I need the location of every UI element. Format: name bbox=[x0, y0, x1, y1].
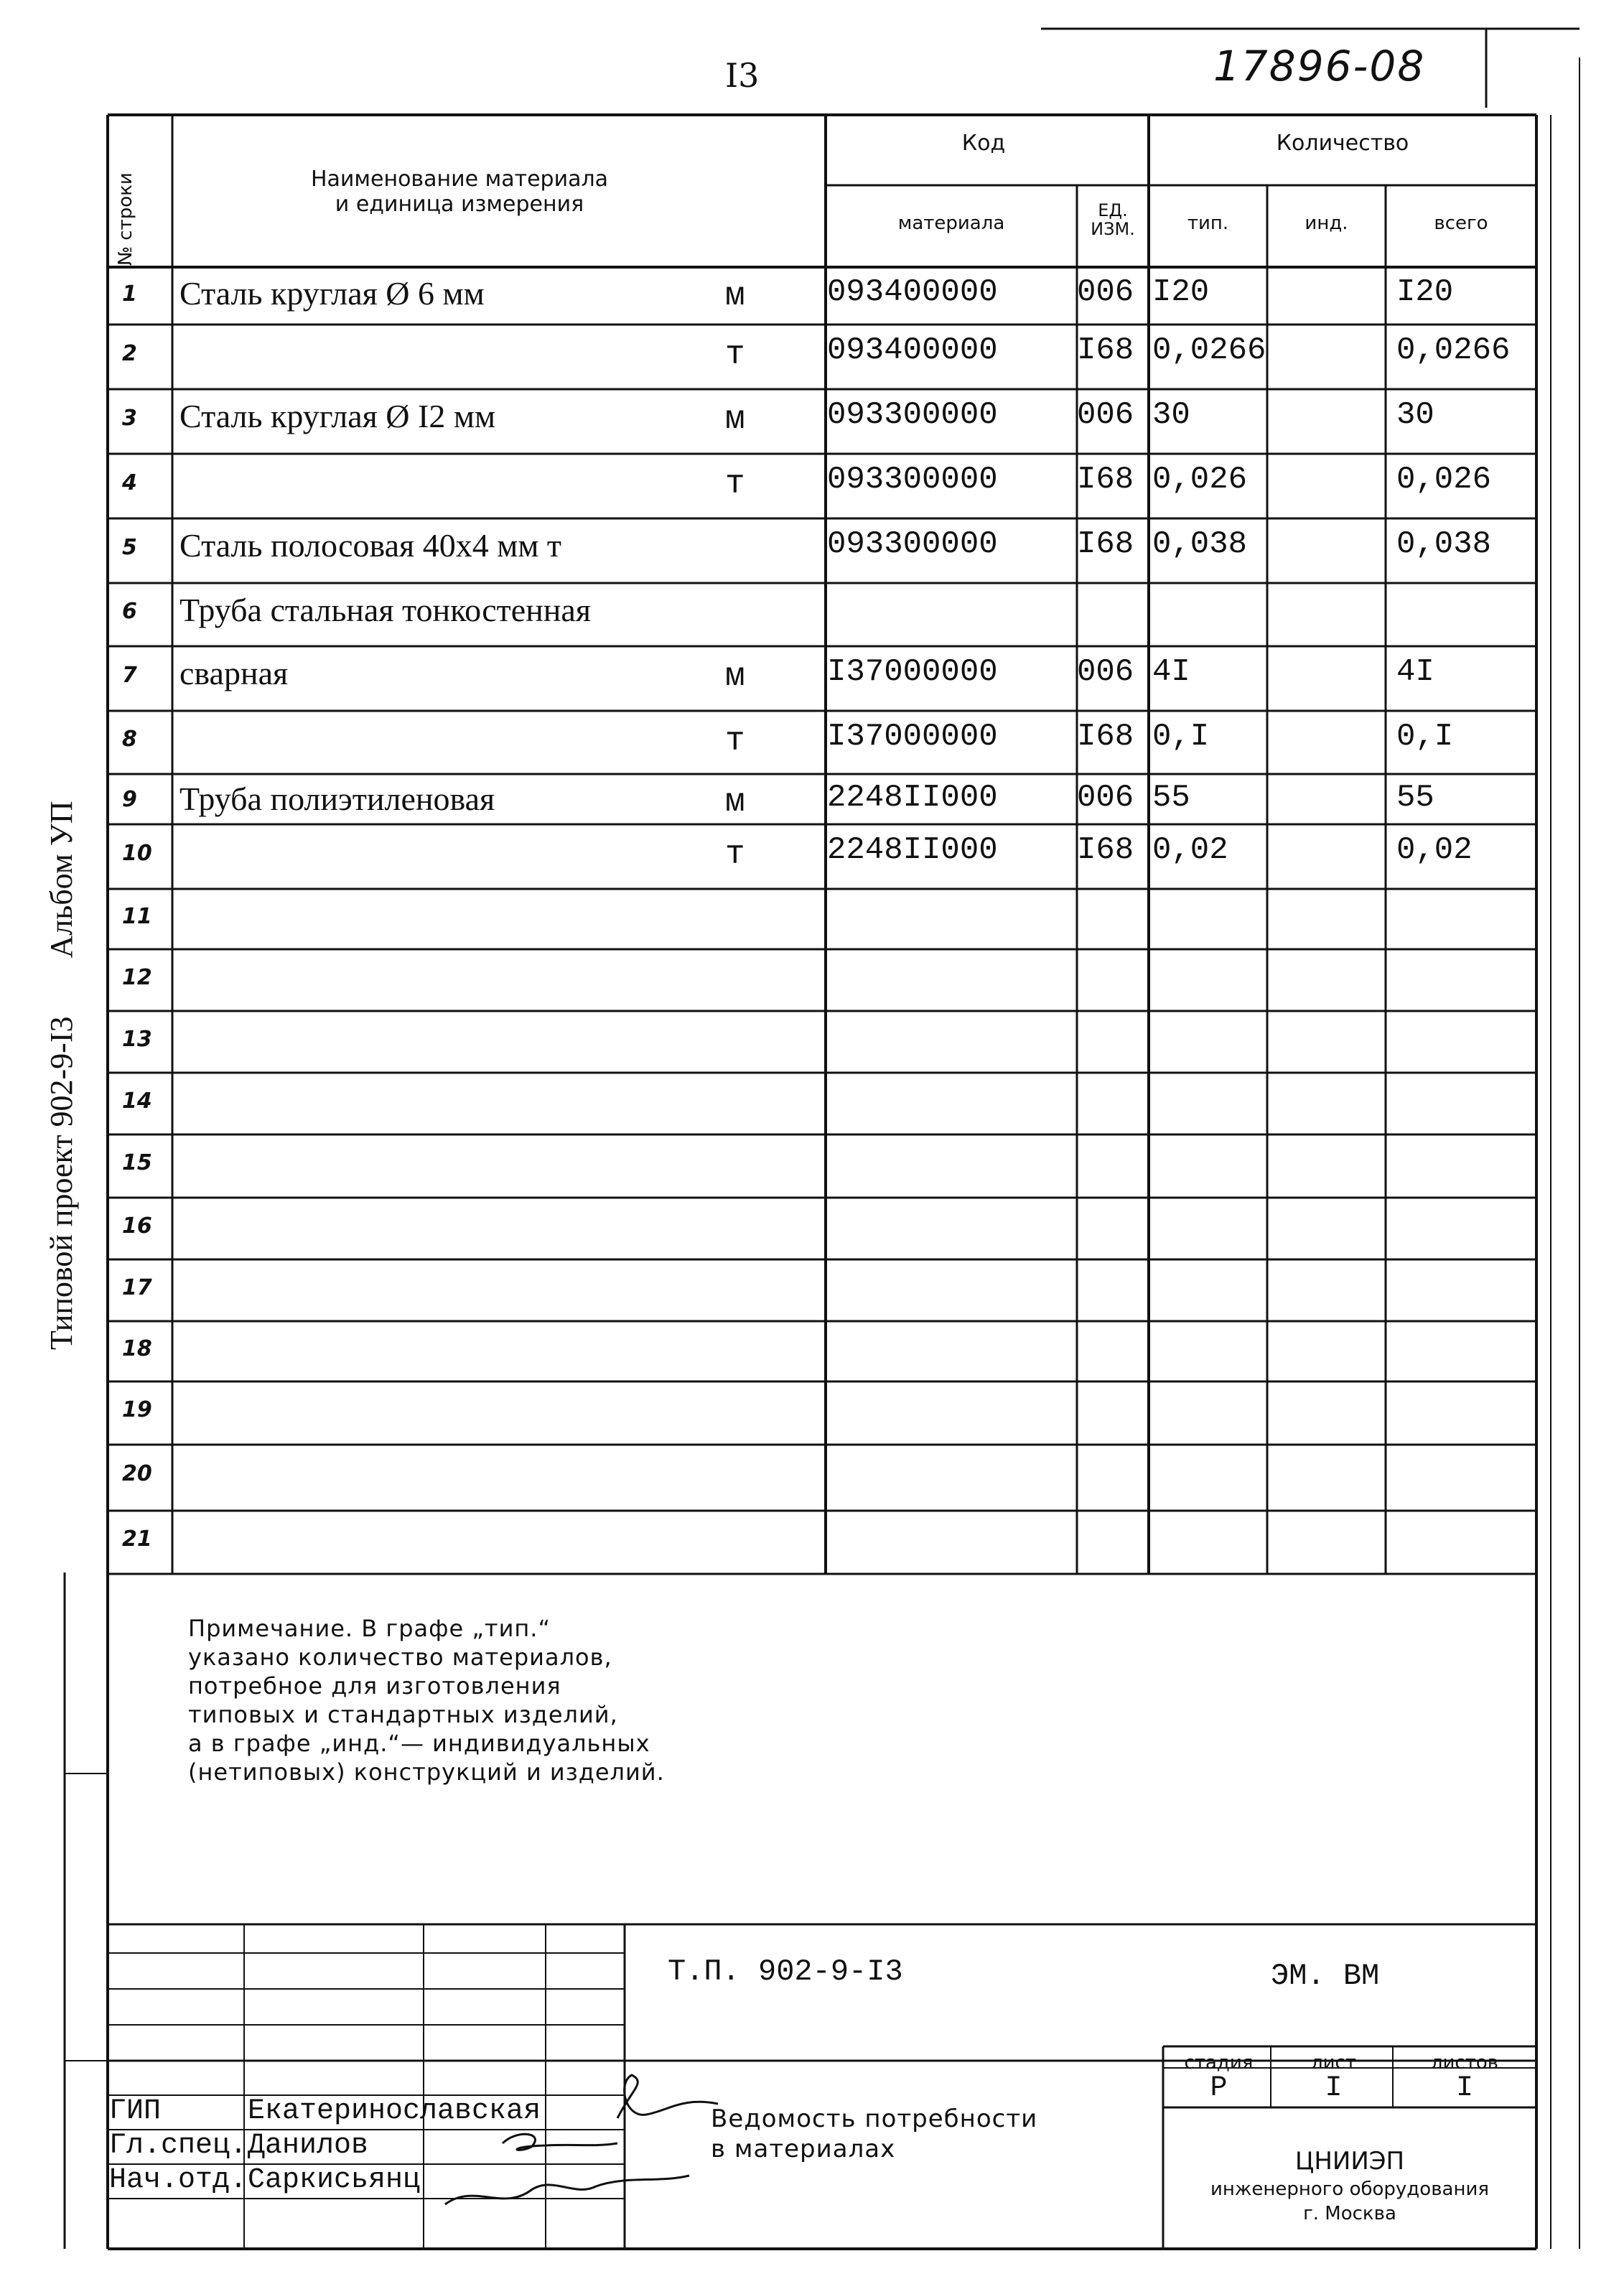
row-code-cell: 093400000 bbox=[827, 332, 998, 368]
person-role-1: ГИП bbox=[109, 2095, 162, 2127]
row-typ-cell: 0,026 bbox=[1152, 461, 1248, 498]
row-n-cell: 9 bbox=[122, 786, 137, 812]
stage-label: стадия bbox=[1184, 2052, 1254, 2074]
row-n-cell: 19 bbox=[122, 1397, 152, 1422]
stage-value: Р bbox=[1210, 2072, 1228, 2105]
note-line: потребное для изготовления bbox=[188, 1672, 561, 1700]
note-line: Примечание. В графе „тип.“ bbox=[188, 1615, 551, 1642]
person-role-2: Гл.спец. bbox=[109, 2130, 248, 2162]
row-unit-letter-cell: м bbox=[725, 277, 745, 315]
row-unit-cell: I68 bbox=[1077, 332, 1134, 368]
row-name-cell: Труба полиэтиленовая bbox=[179, 780, 495, 818]
row-code-cell: I37000000 bbox=[827, 718, 998, 755]
person-name-1: Екатеринославская bbox=[248, 2095, 541, 2127]
row-total-cell: I20 bbox=[1396, 274, 1454, 310]
organization-name: ЦНИИЭП bbox=[1294, 2147, 1405, 2176]
row-typ-cell: 4I bbox=[1152, 653, 1190, 690]
row-typ-cell: I20 bbox=[1152, 274, 1210, 310]
row-unit-letter-cell: м bbox=[725, 401, 745, 439]
row-n-cell: 12 bbox=[122, 964, 152, 990]
note-line: типовых и стандартных изделий, bbox=[188, 1701, 618, 1728]
header-ind: инд. bbox=[1305, 213, 1348, 234]
row-n-cell: 3 bbox=[122, 405, 137, 431]
row-code-cell: 093400000 bbox=[827, 274, 998, 310]
row-n-cell: 4 bbox=[122, 470, 137, 495]
row-code-cell: 2248II000 bbox=[827, 831, 998, 868]
row-n-cell: 5 bbox=[122, 534, 137, 560]
row-total-cell: 30 bbox=[1396, 396, 1434, 433]
sheet-label: лист bbox=[1311, 2052, 1356, 2074]
row-unit-cell: 006 bbox=[1077, 780, 1134, 816]
header-unit: ЕД. ИЗМ. bbox=[1091, 200, 1135, 239]
header-name bbox=[179, 167, 739, 217]
person-role-3: Нач.отд. bbox=[109, 2164, 248, 2196]
row-n-cell: 14 bbox=[122, 1088, 152, 1114]
row-name-cell: Сталь круглая Ø 6 мм bbox=[179, 274, 485, 312]
note-block bbox=[188, 1614, 665, 1786]
side-title-album: Альбом УП bbox=[44, 801, 79, 959]
row-unit-letter-cell: т bbox=[725, 336, 745, 374]
row-unit-cell: 006 bbox=[1077, 274, 1134, 310]
side-title-project: Типовой проект 902-9-I3 bbox=[44, 1016, 79, 1350]
row-total-cell: 0,026 bbox=[1396, 461, 1492, 498]
row-n-cell: 20 bbox=[122, 1461, 152, 1486]
header-material: материала bbox=[897, 213, 1005, 234]
row-n-cell: 2 bbox=[122, 340, 137, 366]
row-unit-cell: 006 bbox=[1077, 653, 1134, 690]
row-name-cell: Сталь полосовая 40х4 мм т bbox=[179, 526, 562, 564]
row-n-cell: 1 bbox=[122, 281, 137, 307]
row-n-cell: 11 bbox=[122, 904, 152, 929]
row-unit-letter-cell: м bbox=[725, 658, 745, 696]
row-total-cell: 55 bbox=[1396, 780, 1434, 816]
organization-city: г. Москва bbox=[1303, 2203, 1396, 2224]
row-total-cell: 4I bbox=[1396, 653, 1434, 690]
row-n-cell: 17 bbox=[122, 1274, 152, 1300]
row-code-cell: 2248II000 bbox=[827, 780, 998, 816]
side-title bbox=[43, 750, 80, 1350]
header-total: всего bbox=[1434, 213, 1488, 234]
header-name-line1: Наименование материала bbox=[310, 167, 609, 192]
header-code: Код bbox=[961, 131, 1006, 156]
row-typ-cell: 55 bbox=[1152, 780, 1190, 816]
row-typ-cell: 0,02 bbox=[1152, 831, 1228, 868]
row-n-cell: 21 bbox=[122, 1527, 152, 1552]
document-title bbox=[711, 2104, 1037, 2164]
row-total-cell: 0,0266 bbox=[1396, 332, 1511, 368]
person-name-2: Данилов bbox=[248, 2130, 369, 2162]
row-typ-cell: 30 bbox=[1152, 396, 1190, 433]
row-code-cell: I37000000 bbox=[827, 653, 998, 690]
project-code: Т.П. 902-9-I3 bbox=[668, 1954, 903, 1989]
document-code: 17896-08 bbox=[1213, 42, 1426, 90]
row-code-cell: 093300000 bbox=[827, 526, 998, 562]
row-typ-cell: 0,038 bbox=[1152, 526, 1248, 562]
row-n-cell: 10 bbox=[122, 840, 152, 866]
header-typ: тип. bbox=[1187, 213, 1229, 234]
row-unit-letter-cell: т bbox=[725, 836, 745, 874]
row-n-cell: 8 bbox=[122, 727, 137, 752]
sheets-value: I bbox=[1455, 2072, 1473, 2105]
sheets-label: листов bbox=[1430, 2052, 1499, 2074]
row-n-cell: 15 bbox=[122, 1150, 152, 1175]
row-unit-letter-cell: т bbox=[725, 465, 745, 503]
header-quantity: Количество bbox=[1276, 131, 1409, 156]
sheet-value: I bbox=[1325, 2072, 1343, 2105]
row-name-cell: Труба стальная тонкостенная bbox=[179, 591, 592, 628]
row-total-cell: 0,I bbox=[1396, 718, 1454, 755]
header-name-line2: и единица измерения bbox=[335, 192, 584, 217]
signature-glspec bbox=[503, 2134, 617, 2150]
row-unit-cell: I68 bbox=[1077, 831, 1134, 868]
row-unit-cell: 006 bbox=[1077, 396, 1134, 433]
row-n-cell: 6 bbox=[122, 599, 137, 624]
organization-dept: инженерного оборудования bbox=[1210, 2178, 1489, 2200]
row-code-cell: 093300000 bbox=[827, 396, 998, 433]
doc-mark: ЭМ. ВМ bbox=[1271, 1959, 1380, 1993]
row-unit-letter-cell: т bbox=[725, 722, 745, 760]
header-row-number-label: № строки bbox=[115, 172, 136, 266]
row-total-cell: 0,02 bbox=[1396, 831, 1473, 868]
row-n-cell: 13 bbox=[122, 1026, 152, 1052]
row-unit-letter-cell: м bbox=[725, 783, 745, 821]
row-code-cell: 093300000 bbox=[827, 461, 998, 498]
signature-gip bbox=[617, 2075, 718, 2118]
note-line: а в графе „инд.“— индивидуальных bbox=[188, 1730, 650, 1757]
row-n-cell: 7 bbox=[122, 662, 137, 688]
person-name-3: Саркисьянц bbox=[248, 2164, 421, 2196]
row-unit-cell: I68 bbox=[1077, 718, 1134, 755]
row-name-cell: Сталь круглая Ø I2 мм bbox=[179, 397, 496, 434]
row-n-cell: 16 bbox=[122, 1213, 152, 1239]
row-typ-cell: 0,I bbox=[1152, 718, 1210, 755]
row-typ-cell: 0,0266 bbox=[1152, 332, 1266, 368]
document-title-line1: Ведомость потребности bbox=[711, 2105, 1038, 2133]
row-unit-cell: I68 bbox=[1077, 461, 1134, 498]
document-title-line2: в материалах bbox=[711, 2135, 896, 2163]
row-name-cell: сварная bbox=[179, 654, 289, 691]
header-row-number bbox=[108, 172, 172, 266]
page-number: I3 bbox=[725, 56, 760, 95]
row-n-cell: 18 bbox=[122, 1336, 152, 1361]
row-total-cell: 0,038 bbox=[1396, 526, 1492, 562]
note-line: (нетиповых) конструкций и изделий. bbox=[188, 1758, 665, 1786]
row-unit-cell: I68 bbox=[1077, 526, 1134, 562]
signature-nachotd bbox=[445, 2176, 689, 2204]
note-line: указано количество материалов, bbox=[188, 1644, 612, 1671]
